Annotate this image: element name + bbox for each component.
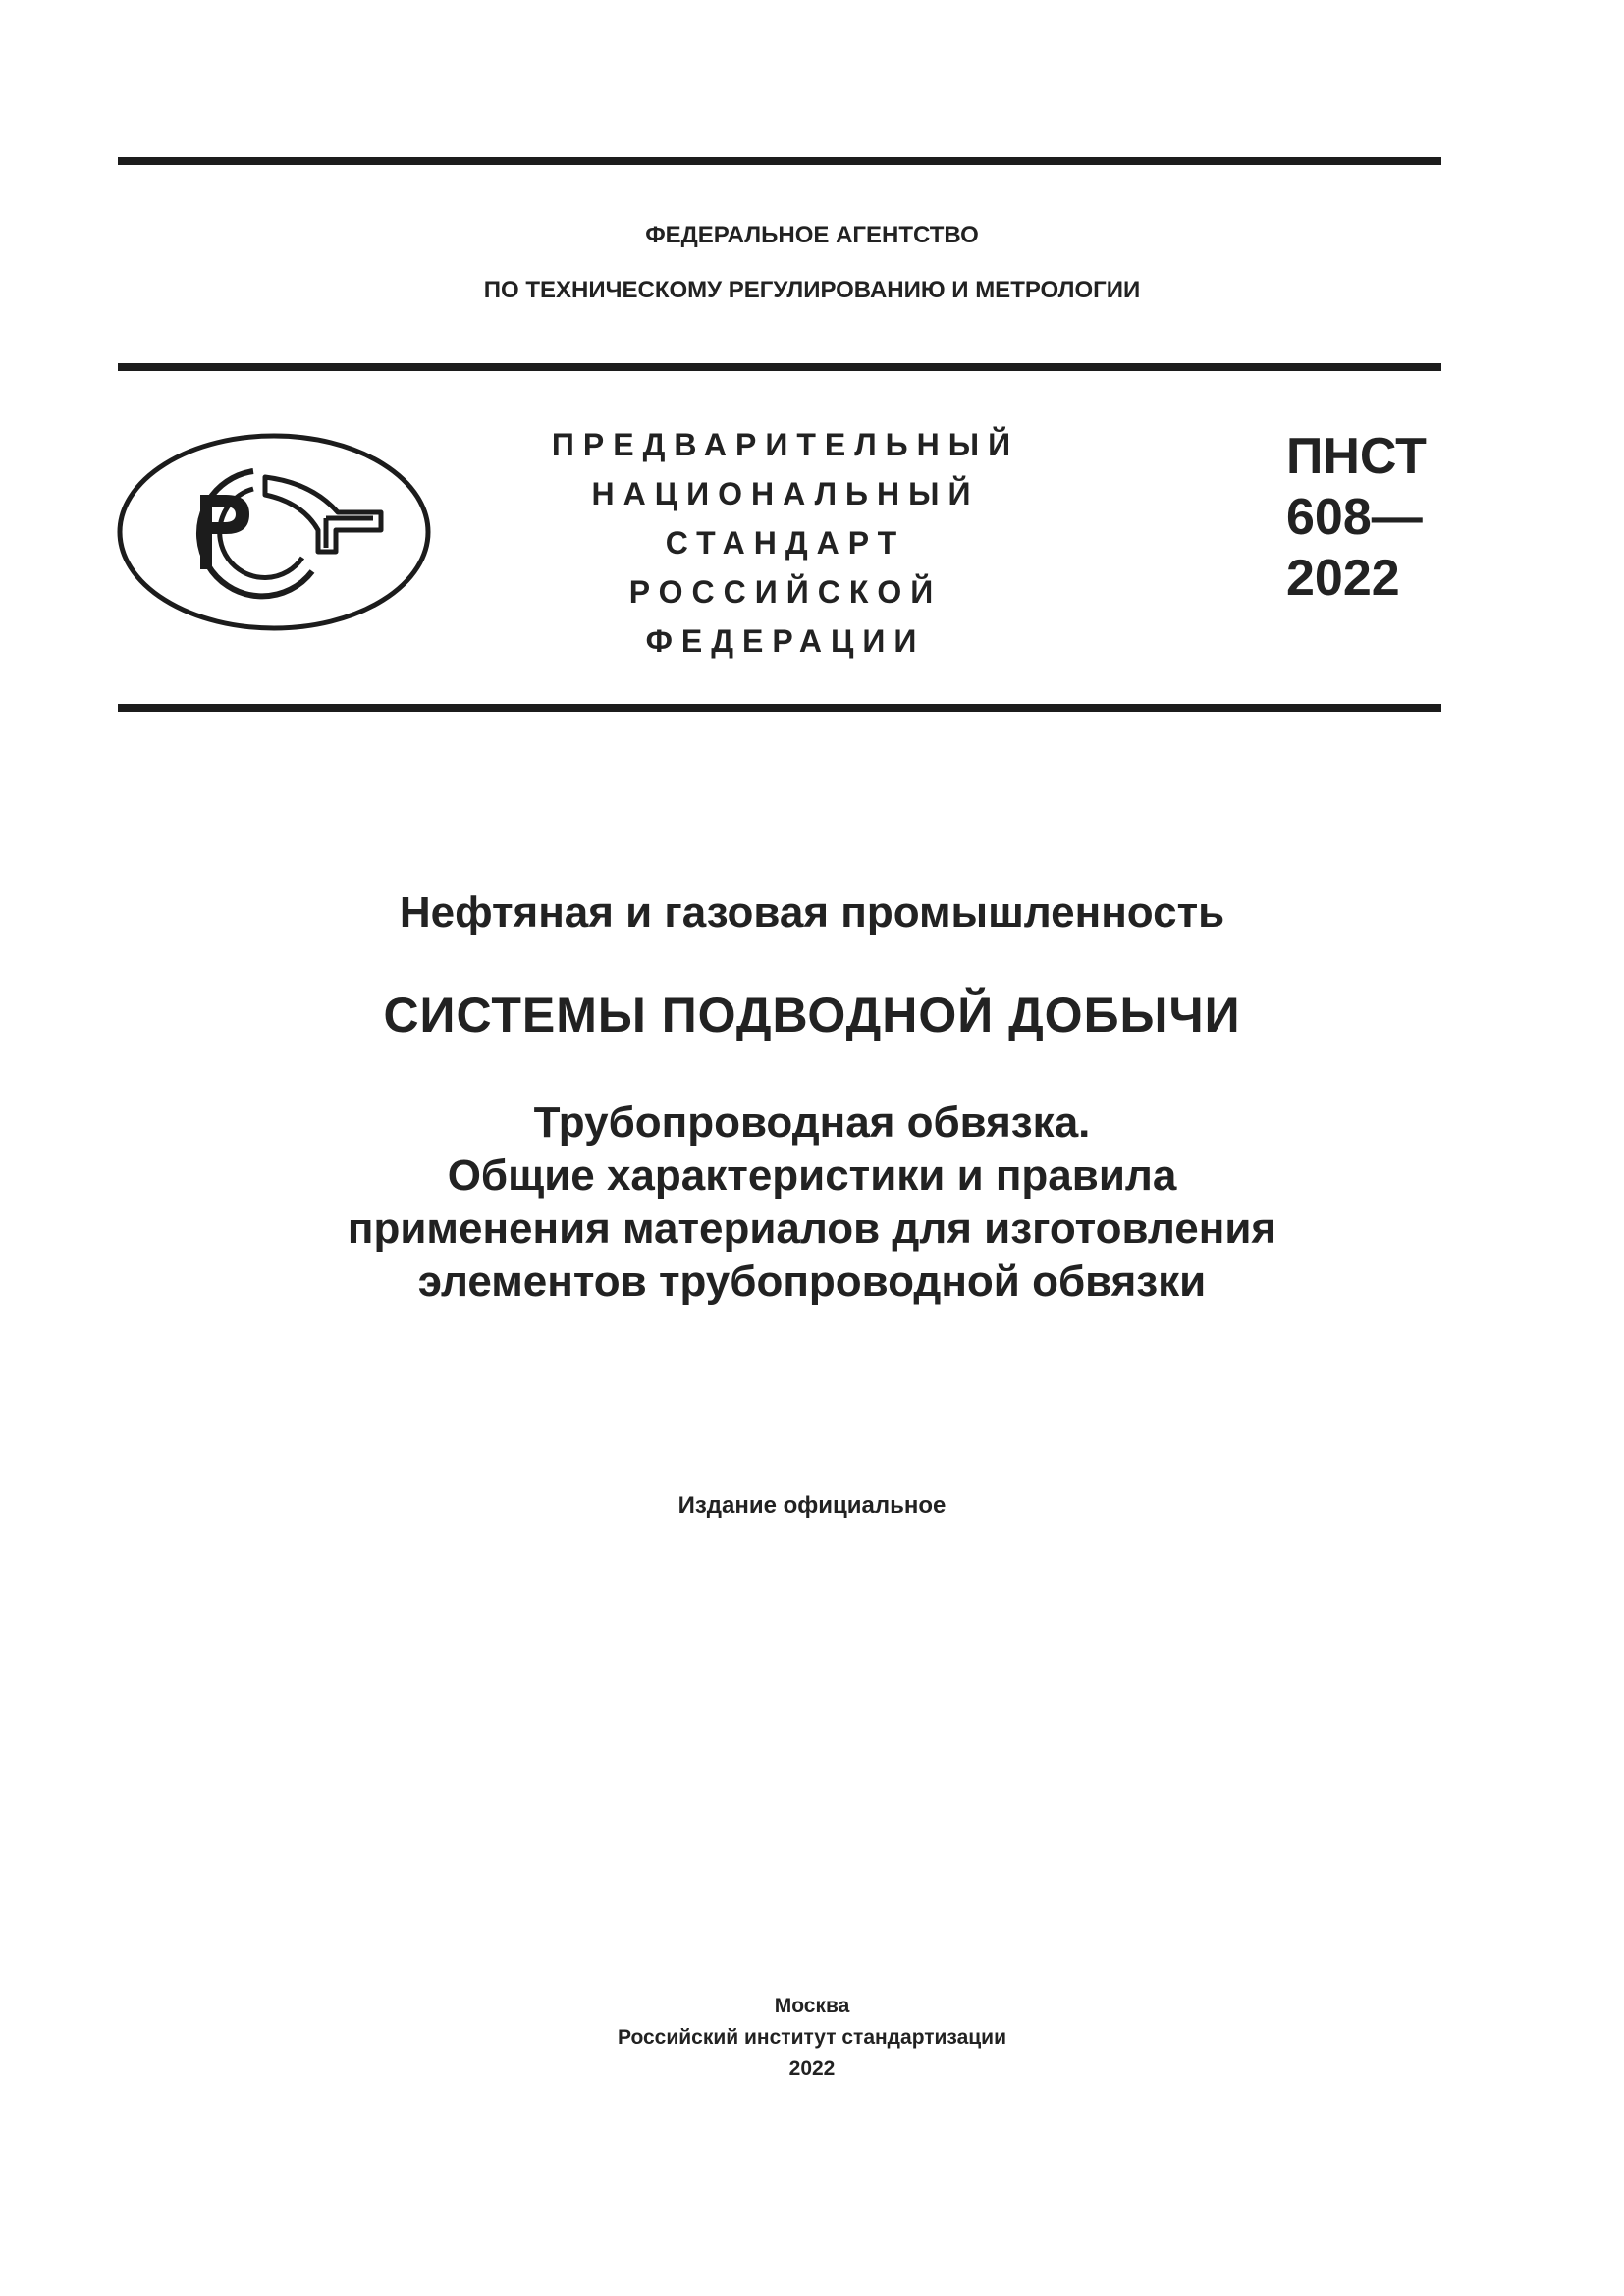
standard-type <box>550 420 1021 666</box>
imprint <box>0 1991 1624 2085</box>
agency-line-2: ПО ТЕХНИЧЕСКОМУ РЕГУЛИРОВАНИЮ И МЕТРОЛОГИИ <box>483 277 1141 303</box>
subtitle <box>0 1096 1624 1308</box>
standard-type-line: ПРЕДВАРИТЕЛЬНЫЙ <box>551 427 1020 462</box>
agency-line-1: ФЕДЕРАЛЬНОЕ АГЕНТСТВО <box>645 222 979 248</box>
subtitle-line: Общие характеристики и правила <box>447 1151 1177 1200</box>
standard-type-line: НАЦИОНАЛЬНЫЙ <box>591 476 980 511</box>
subtitle-line: применения материалов для изготовления <box>347 1204 1277 1253</box>
top-rule <box>118 157 1441 165</box>
header-bottom-rule <box>118 704 1441 712</box>
standard-code-prefix: ПНСТ <box>1286 428 1427 485</box>
standard-type-line: ФЕДЕРАЦИИ <box>645 623 926 659</box>
header-divider-rule <box>118 363 1441 371</box>
gost-logo-icon <box>116 432 432 632</box>
standard-code <box>1286 426 1441 609</box>
standard-code-number: 608— <box>1286 489 1423 546</box>
imprint-publisher: Российский институт стандартизации <box>617 2026 1007 2049</box>
standard-type-line: РОССИЙСКОЙ <box>628 574 943 610</box>
edition-note: Издание официальное <box>677 1492 947 1519</box>
standard-code-year: 2022 <box>1286 550 1400 607</box>
imprint-city: Москва <box>774 1995 850 2017</box>
subtitle-line: Трубопроводная обвязка. <box>533 1098 1091 1147</box>
imprint-year: 2022 <box>788 2057 836 2080</box>
subtitle-line: элементов трубопроводной обвязки <box>417 1257 1207 1306</box>
industry-title: Нефтяная и газовая промышленность <box>399 888 1225 936</box>
standard-type-line: СТАНДАРТ <box>665 525 906 561</box>
main-title: СИСТЕМЫ ПОДВОДНОЙ ДОБЫЧИ <box>383 988 1241 1042</box>
